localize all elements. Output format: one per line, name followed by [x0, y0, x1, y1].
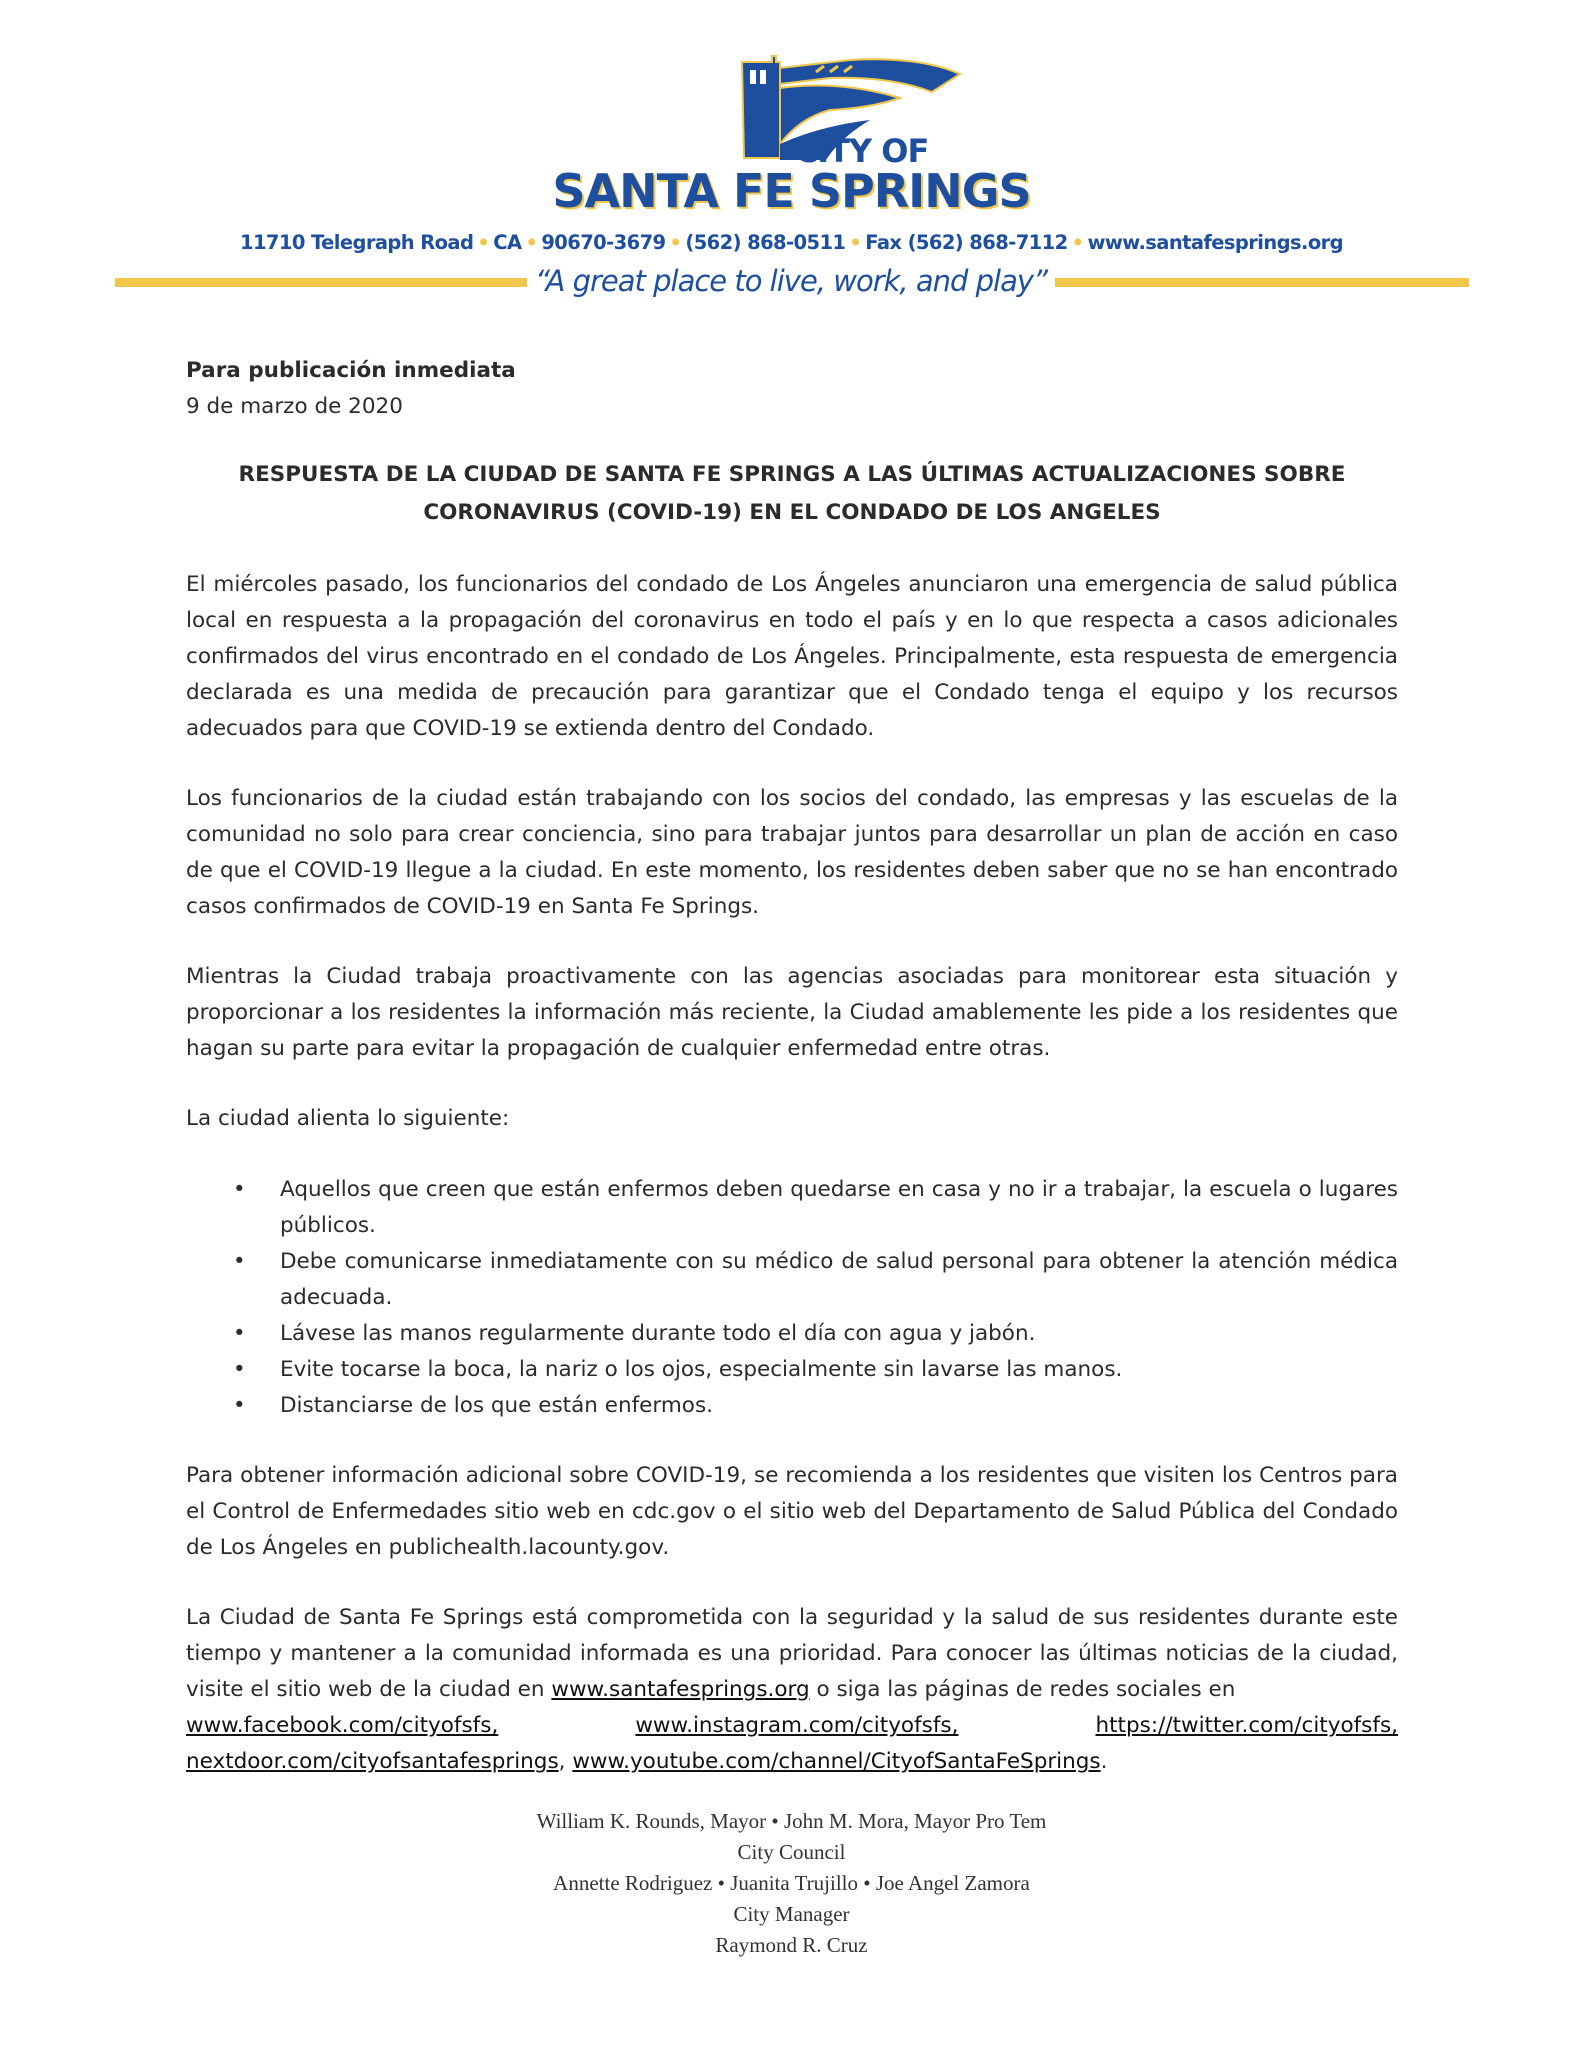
- logo-city-name: SANTA FE SPRINGS: [552, 164, 1031, 218]
- address: 11710 Telegraph Road: [239, 231, 474, 254]
- release-date: 9 de marzo de 2020: [186, 394, 403, 419]
- headline: [186, 456, 1398, 532]
- paragraph-5: [186, 1600, 1398, 1780]
- tagline: “A great place to live, work, and play”: [534, 264, 1048, 298]
- footer-officials: [0, 1806, 1583, 1961]
- paragraph-5-mid: o siga las páginas de redes sociales en: [816, 1677, 1236, 1702]
- headline-line-1: RESPUESTA DE LA CIUDAD DE SANTA FE SPRINGS A LAS ÚLTIMAS ACTUALIZACIONES SOBRE: [238, 462, 1346, 487]
- link-website[interactable]: www.santafesprings.org: [551, 1677, 810, 1702]
- gold-rule-right: [1055, 278, 1469, 287]
- logo-city-of: CITY OF: [794, 132, 929, 170]
- paragraph-2: Los funcionarios de la ciudad están trabajando con los socios del condado, las empresas y las escuelas de la comunidad no solo para crear conciencia, sino para trabajar juntos para desarrollar un plan de acción en caso de que el COVID-19 llegue a la ciudad. En este momento, los residentes deben saber que no se han encontrado casos confirmados de COVID-19 en Santa Fe Springs.: [186, 786, 1398, 919]
- zip-code: 90670-3679: [541, 231, 666, 254]
- separator-dot: •: [525, 231, 538, 254]
- link-youtube[interactable]: www.youtube.com/channel/CityofSantaFeSprings: [572, 1749, 1101, 1774]
- footer-council-members: Annette Rodriguez • Juanita Trujillo • Joe Angel Zamora: [553, 1871, 1030, 1895]
- bullet-icon: •: [233, 1357, 246, 1382]
- release-label: Para publicación inmediata: [186, 358, 516, 383]
- list-item: [186, 1316, 1398, 1352]
- state: CA: [493, 231, 522, 254]
- link-twitter[interactable]: https://twitter.com/cityofsfs,: [1095, 1713, 1398, 1738]
- list-item-text: Evite tocarse la boca, la nariz o los ojos, especialmente sin lavarse las manos.: [280, 1357, 1123, 1382]
- letterhead: [0, 0, 1583, 300]
- list-item: [186, 1244, 1398, 1316]
- social-links-row: [186, 1708, 1398, 1744]
- list-item-text: Aquellos que creen que están enfermos deben quedarse en casa y no ir a trabajar, la escuela o lugares públicos.: [280, 1177, 1398, 1238]
- fax: Fax (562) 868-7112: [865, 231, 1068, 254]
- paragraph-4: Para obtener información adicional sobre COVID-19, se recomienda a los residentes que visiten los Centros para el Control de Enfermedades sitio web en cdc.gov o el sitio web del Departamento de Salud Pública del Condado de Los Ángeles en publichealth.lacounty.gov.: [186, 1463, 1398, 1560]
- footer-mayor-line: William K. Rounds, Mayor • John M. Mora, Mayor Pro Tem: [536, 1809, 1047, 1833]
- website-header: www.santafesprings.org: [1087, 231, 1343, 254]
- bullet-icon: •: [233, 1321, 246, 1346]
- list-item: [186, 1388, 1398, 1424]
- bullet-icon: •: [233, 1393, 246, 1418]
- list-item: [186, 1352, 1398, 1388]
- separator-dot: •: [669, 231, 682, 254]
- separator-dot: •: [1071, 231, 1084, 254]
- bullet-icon: •: [233, 1177, 246, 1202]
- gold-rule-left: [115, 278, 527, 287]
- social-links-row-2: nextdoor.com/cityofsantafesprings, www.youtube.com/channel/CityofSantaFeSprings.: [186, 1749, 1108, 1774]
- link-instagram[interactable]: www.instagram.com/cityofsfs,: [635, 1713, 959, 1738]
- bullet-icon: •: [233, 1249, 246, 1274]
- link-nextdoor[interactable]: nextdoor.com/cityofsantafesprings: [186, 1749, 559, 1774]
- headline-line-2: CORONAVIRUS (COVID-19) EN EL CONDADO DE LOS ANGELES: [423, 500, 1161, 525]
- list-item-text: Distanciarse de los que están enfermos.: [280, 1393, 713, 1418]
- list-intro: La ciudad alienta lo siguiente:: [186, 1106, 510, 1131]
- footer-manager-title: City Manager: [733, 1902, 850, 1926]
- separator-dot: •: [849, 231, 862, 254]
- separator-dot: •: [477, 231, 490, 254]
- recommendations-list: [186, 1172, 1398, 1424]
- footer-council-title: City Council: [737, 1840, 846, 1864]
- list-item-text: Lávese las manos regularmente durante todo el día con agua y jabón.: [280, 1321, 1036, 1346]
- contact-line: [0, 231, 1583, 254]
- paragraph-5-text: La Ciudad de Santa Fe Springs está comprometida con la seguridad y la salud de sus residentes durante este tiempo y mantener a la comunidad informada es una prioridad. Para conocer las últimas noticias de la ciudad, visite el sitio web de la ciudad en: [186, 1605, 1398, 1702]
- list-item-text: Debe comunicarse inmediatamente con su médico de salud personal para obtener la atención médica adecuada.: [280, 1249, 1398, 1310]
- list-item: [186, 1172, 1398, 1244]
- paragraph-1: El miércoles pasado, los funcionarios del condado de Los Ángeles anunciaron una emergencia de salud pública local en respuesta a la propagación del coronavirus en todo el país y en lo que respecta a casos adicionales confirmados del virus encontrado en el condado de Los Ángeles. Principalmente, esta respuesta de emergencia declarada es una medida de precaución para garantizar que el Condado tenga el equipo y los recursos adecuados para que COVID-19 se extienda dentro del Condado.: [186, 572, 1398, 741]
- press-release-body: [186, 353, 1398, 1780]
- paragraph-3: Mientras la Ciudad trabaja proactivamente con las agencias asociadas para monitorear esta situación y proporcionar a los residentes la información más reciente, la Ciudad amablemente les pide a los residentes que hagan su parte para evitar la propagación de cualquier enfermedad entre otras.: [186, 964, 1398, 1061]
- footer-manager-name: Raymond R. Cruz: [715, 1933, 868, 1957]
- phone: (562) 868-0511: [685, 231, 846, 254]
- link-facebook[interactable]: www.facebook.com/cityofsfs,: [186, 1713, 499, 1738]
